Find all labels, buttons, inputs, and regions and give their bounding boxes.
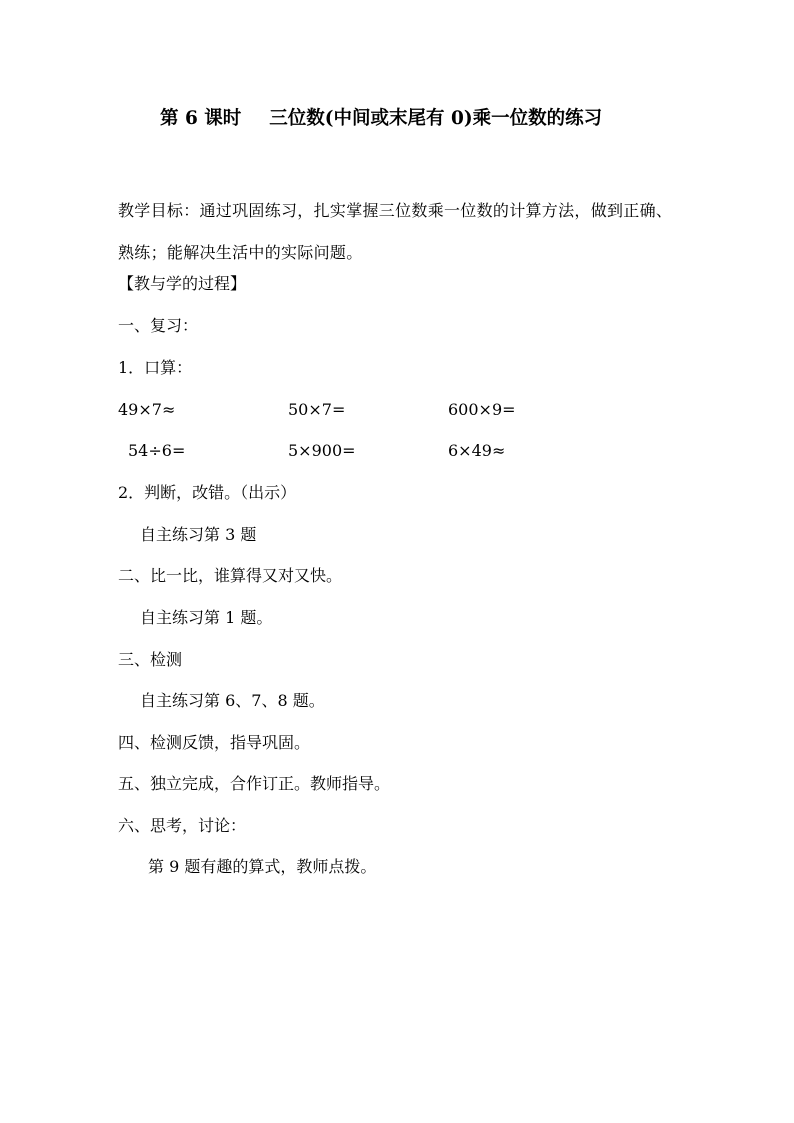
section-discuss-heading: 六、思考，讨论： bbox=[118, 816, 247, 835]
section-test-heading: 三、检测 bbox=[118, 650, 183, 669]
calc-item: 54÷6= bbox=[128, 441, 186, 460]
calc-item: 50×7= bbox=[288, 400, 346, 419]
process-heading: 【教与学的过程】 bbox=[118, 274, 247, 293]
judge-correct-item: 2．判断，改错。（出示） bbox=[118, 483, 297, 502]
calc-item: 6×49≈ bbox=[448, 441, 506, 460]
calc-item: 49×7≈ bbox=[118, 400, 176, 419]
oral-calc-label: 1．口算： bbox=[118, 358, 193, 377]
section-compare-heading: 二、比一比，谁算得又对又快。 bbox=[118, 566, 343, 585]
section-compare-detail: 自主练习第 1 题。 bbox=[140, 608, 273, 627]
section-feedback-heading: 四、检测反馈，指导巩固。 bbox=[118, 733, 311, 752]
lesson-topic: 三位数(中间或末尾有 0)乘一位数的练习 bbox=[269, 108, 603, 129]
section-discuss-detail: 第 9 题有趣的算式，教师点拨。 bbox=[148, 857, 377, 876]
calc-item: 5×900= bbox=[288, 441, 356, 460]
lesson-number: 第 6 课时 bbox=[160, 108, 242, 129]
judge-correct-detail: 自主练习第 3 题 bbox=[140, 525, 257, 544]
lesson-title bbox=[160, 108, 602, 130]
calc-item: 600×9= bbox=[448, 400, 516, 419]
section-test-detail: 自主练习第 6、7、8 题。 bbox=[140, 691, 325, 710]
section-review-heading: 一、复习： bbox=[118, 316, 199, 335]
section-independent-heading: 五、独立完成，合作订正。教师指导。 bbox=[118, 774, 391, 793]
teaching-objective: 教学目标：通过巩固练习，扎实掌握三位数乘一位数的计算方法，做到正确、熟练；能解决生活中的实际问题。 bbox=[118, 201, 673, 262]
